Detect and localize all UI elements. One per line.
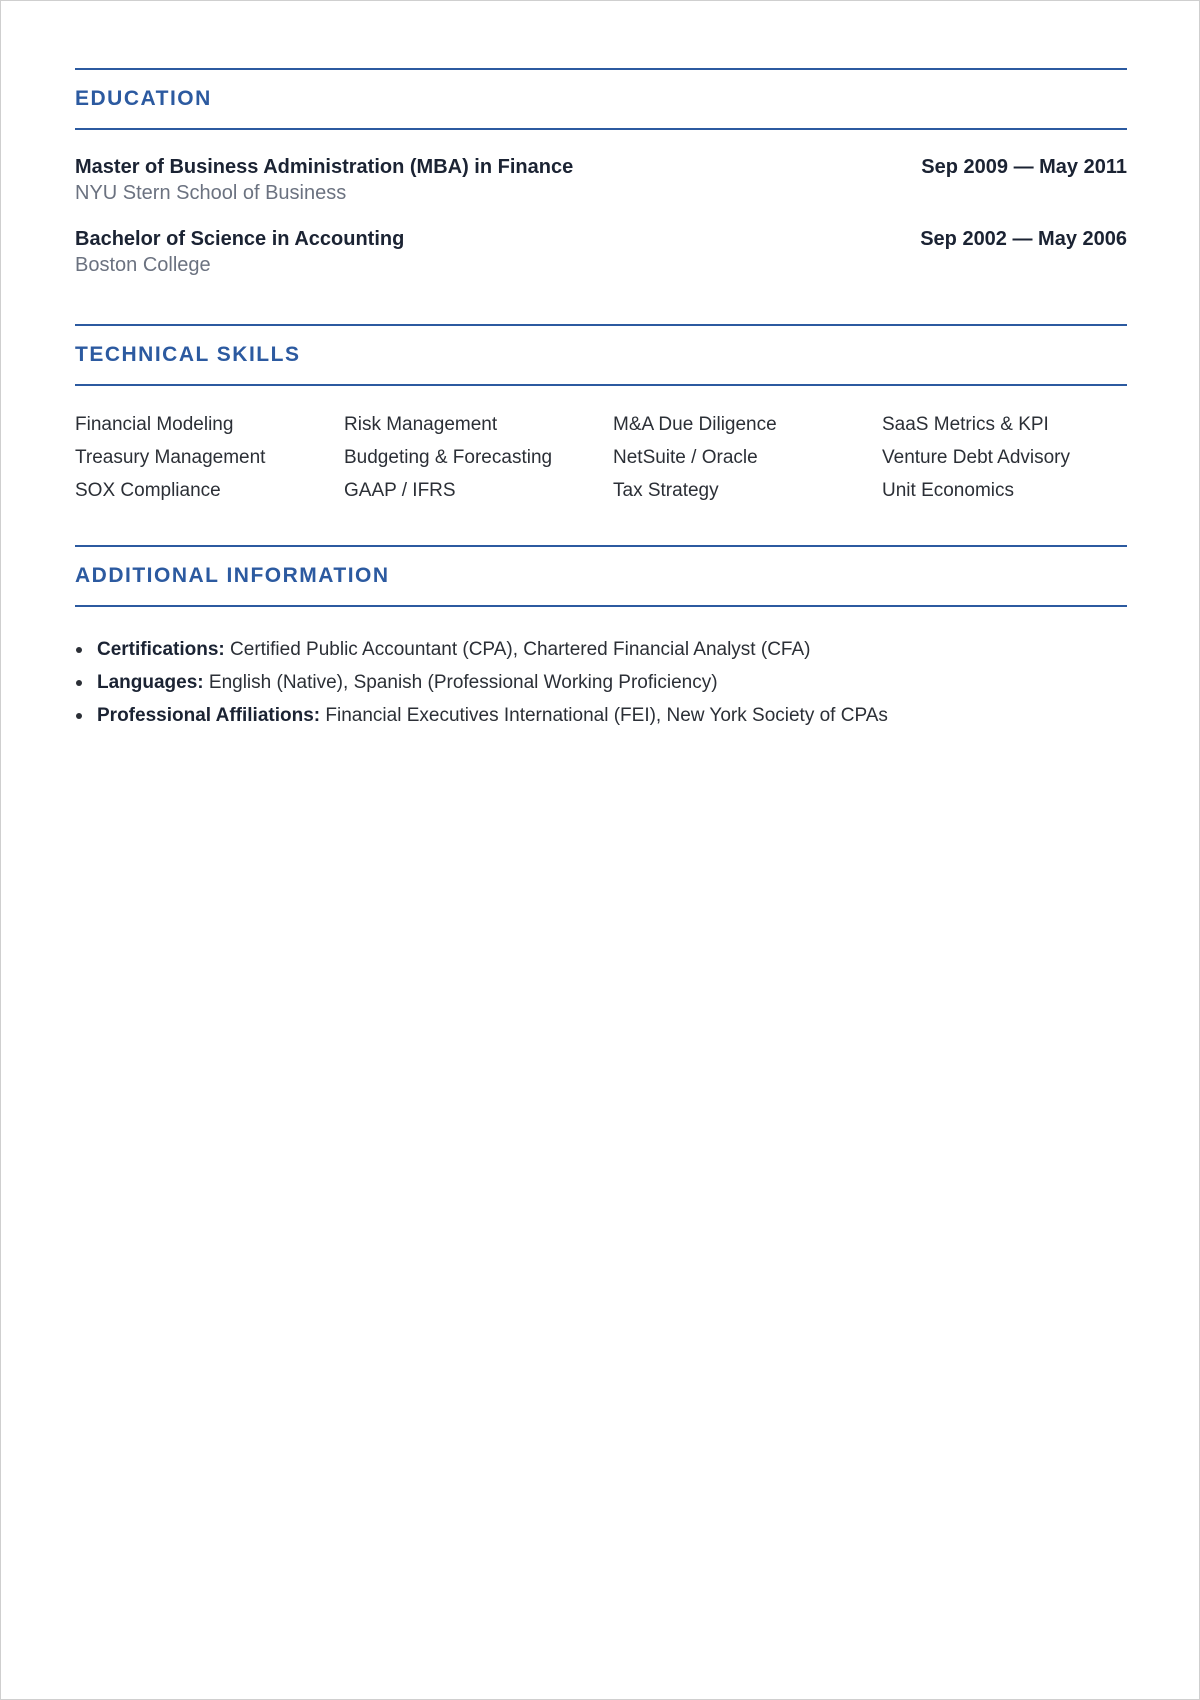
skill-item: SOX Compliance [75, 480, 221, 501]
skill-item: M&A Due Diligence [613, 414, 777, 435]
education-entry [75, 154, 1127, 206]
education-list [75, 130, 1127, 278]
education-entry [75, 226, 1127, 278]
bullet-icon [76, 680, 82, 686]
skills-heading: TECHNICAL SKILLS [75, 343, 301, 366]
degree-title: Master of Business Administration (MBA) in Finance [75, 156, 574, 178]
list-item [75, 699, 1127, 732]
degree-title: Bachelor of Science in Accounting [75, 228, 405, 250]
bullet-icon [76, 713, 82, 719]
skill-item: SaaS Metrics & KPI [882, 414, 1049, 435]
education-heading: EDUCATION [75, 87, 212, 110]
section-spacer [75, 507, 1127, 545]
degree-dates: Sep 2009 — May 2011 [921, 156, 1127, 178]
skill-item: Treasury Management [75, 447, 266, 468]
info-text: Financial Executives International (FEI), New York Society of CPAs [320, 705, 888, 726]
list-item [75, 666, 1127, 699]
skill-item: Risk Management [344, 414, 498, 435]
education-section [75, 68, 1127, 278]
degree-dates: Sep 2002 — May 2006 [920, 228, 1127, 250]
info-text: Certified Public Accountant (CPA), Chartered Financial Analyst (CFA) [224, 639, 811, 660]
skills-section [75, 324, 1127, 507]
info-label: Professional Affiliations: [97, 705, 321, 726]
skill-item: Venture Debt Advisory [882, 447, 1070, 468]
additional-info-section [75, 545, 1127, 732]
list-item [75, 633, 1127, 666]
skill-item: Budgeting & Forecasting [344, 447, 553, 468]
info-text: English (Native), Spanish (Professional Working Proficiency) [203, 672, 718, 693]
resume-content [75, 68, 1127, 732]
skill-item: Unit Economics [882, 480, 1014, 501]
school-name: NYU Stern School of Business [75, 182, 347, 204]
skills-grid [75, 386, 1127, 507]
info-label: Languages: [97, 672, 204, 693]
info-label: Certifications: [97, 639, 225, 660]
section-spacer [75, 298, 1127, 324]
bullet-icon [76, 647, 82, 653]
school-name: Boston College [75, 254, 211, 276]
skill-item: Financial Modeling [75, 414, 234, 435]
skill-item: Tax Strategy [613, 480, 719, 501]
skill-item: NetSuite / Oracle [613, 447, 758, 468]
additional-info-list [75, 607, 1127, 732]
additional-info-heading: ADDITIONAL INFORMATION [75, 564, 390, 587]
skill-item: GAAP / IFRS [344, 480, 456, 501]
